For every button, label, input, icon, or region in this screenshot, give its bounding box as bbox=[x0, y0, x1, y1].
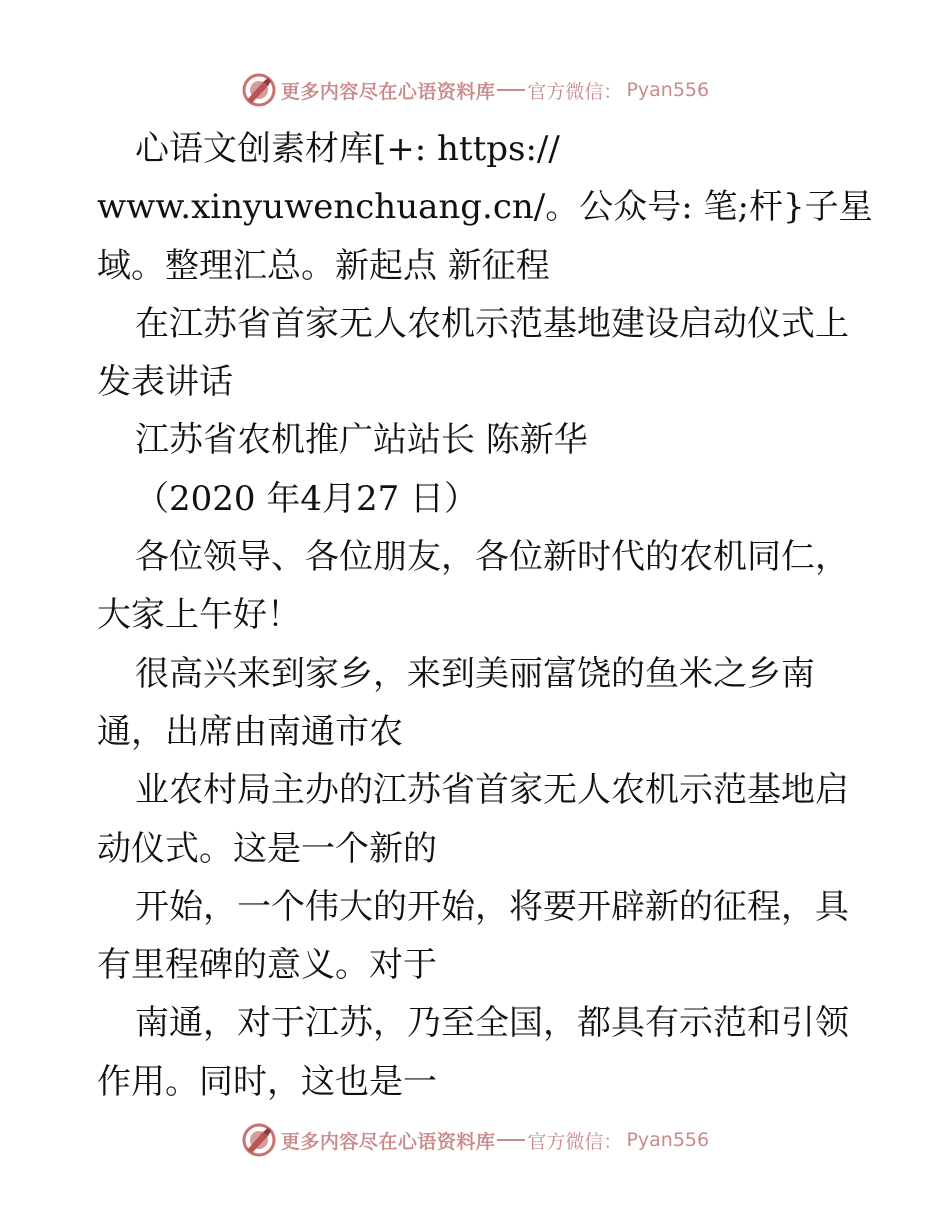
speech-title-line-2: 发表讲话 bbox=[97, 362, 233, 403]
text-line-17: 作用。同时，这也是一 bbox=[97, 1061, 437, 1102]
footer-banner[interactable] bbox=[0, 1120, 950, 1160]
header-brand-text: 更多内容尽在心语资料库 bbox=[280, 80, 496, 103]
header-banner[interactable] bbox=[0, 70, 950, 110]
speech-title-line-1: 在江苏省首家无人农机示范基地建设启动仪式上 bbox=[135, 303, 849, 344]
header-wechat-id: Pyan556 bbox=[626, 79, 710, 101]
text-line-3: 域。整理汇总。新起点 新征程 bbox=[97, 245, 550, 286]
text-line-9: 大家上午好！ bbox=[97, 595, 301, 636]
footer-brand-text: 更多内容尽在心语资料库 bbox=[280, 1130, 496, 1153]
footer-dash bbox=[497, 1139, 525, 1141]
text-line-8: 各位领导、各位朋友，各位新时代的农机同仁， bbox=[135, 537, 849, 578]
document-body bbox=[97, 120, 873, 1111]
footer-wechat-id: Pyan556 bbox=[626, 1129, 710, 1151]
text-line-16: 南通，对于江苏，乃至全国，都具有示范和引领 bbox=[135, 1003, 849, 1044]
text-line-11: 通，出席由南通市农 bbox=[97, 711, 403, 752]
text-line-10: 很高兴来到家乡，来到美丽富饶的鱼米之乡南 bbox=[135, 653, 815, 694]
text-line-12: 业农村局主办的江苏省首家无人农机示范基地启 bbox=[135, 770, 849, 811]
text-line-13: 动仪式。这是一个新的 bbox=[97, 828, 437, 869]
date-line: （2020 年4月27 日） bbox=[135, 478, 479, 519]
footer-official-label: 官方微信： bbox=[527, 1130, 623, 1153]
red-seal-logo-icon bbox=[241, 72, 277, 108]
text-line-1: 心语文创素材库[+: https:// bbox=[135, 129, 560, 169]
header-official-label: 官方微信： bbox=[527, 80, 623, 103]
text-line-14: 开始，一个伟大的开始，将要开辟新的征程，具 bbox=[135, 886, 849, 927]
text-line-15: 有里程碑的意义。对于 bbox=[97, 945, 437, 986]
speaker-line: 江苏省农机推广站站长 陈新华 bbox=[135, 420, 588, 461]
red-seal-logo-icon bbox=[241, 1122, 277, 1158]
text-line-2: www.xinyuwenchuang.cn/。公众号: 笔;杆}子星 bbox=[97, 187, 873, 228]
header-dash bbox=[497, 89, 525, 91]
